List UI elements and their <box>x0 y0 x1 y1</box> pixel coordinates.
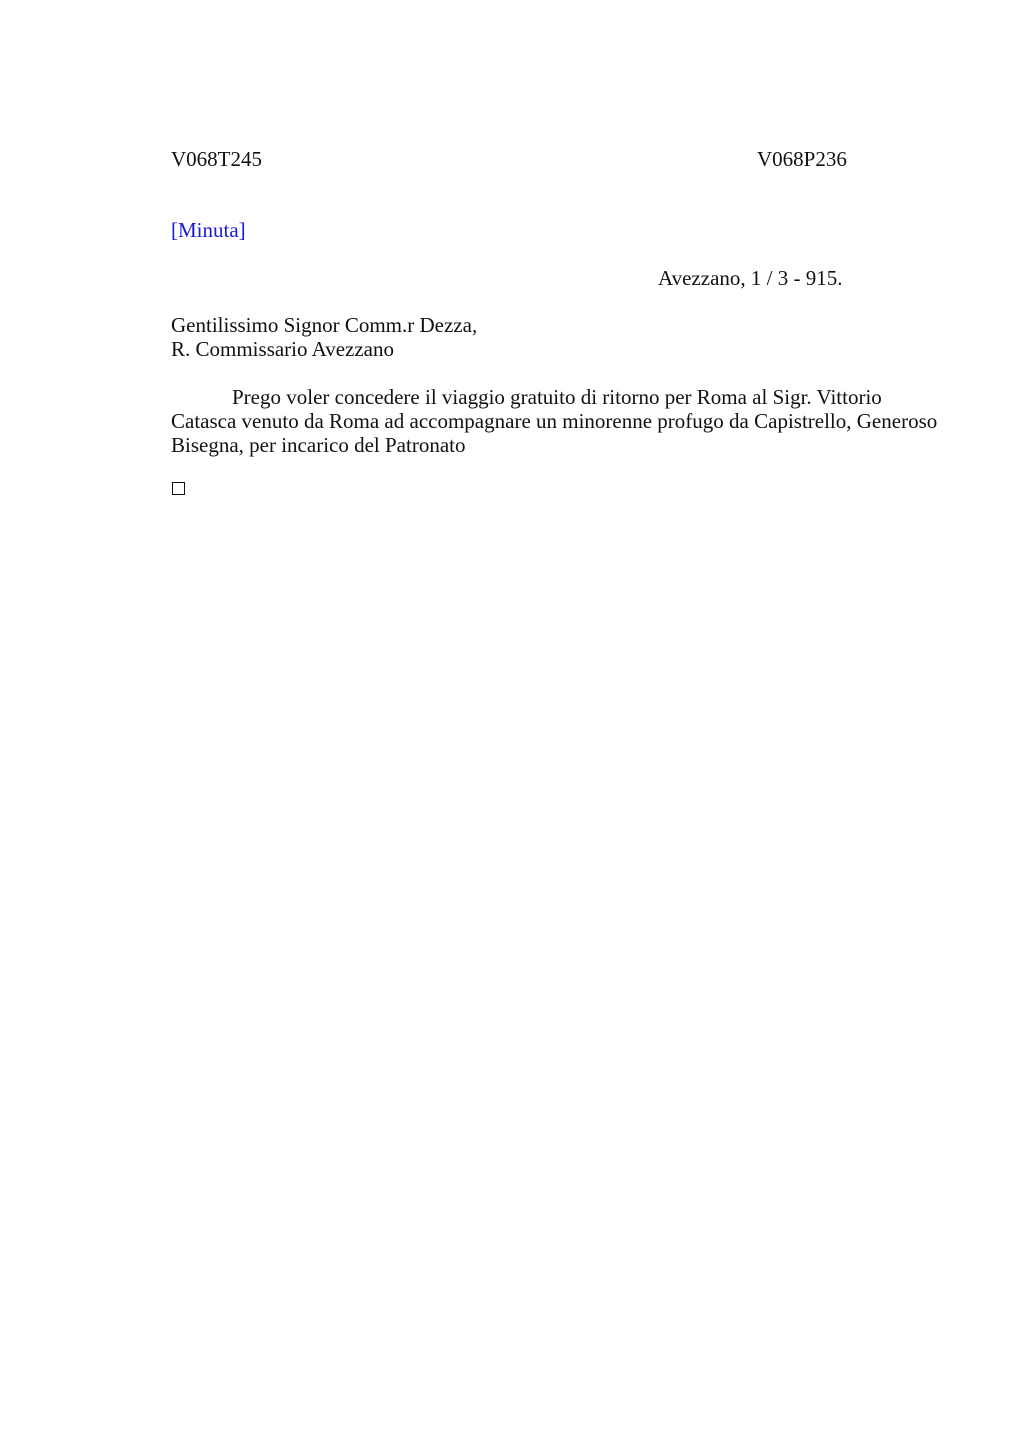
addressee-line-2: R. Commissario Avezzano <box>171 337 394 361</box>
document-code-right: V068P236 <box>757 147 847 171</box>
place-date: Avezzano, 1 / 3 - 915. <box>658 266 843 290</box>
document-code-left: V068T245 <box>171 147 262 171</box>
minuta-label: [Minuta] <box>171 218 246 242</box>
letter-body <box>171 385 941 457</box>
square-outline-icon <box>172 482 185 495</box>
letter-body-text: Prego voler concedere il viaggio gratuito di ritorno per Roma al Sigr. Vittorio Catasca venuto da Roma ad accompagnare un minorenne profugo da Capistrello, Generoso Bisegna, per incarico del Patronato <box>171 385 938 457</box>
addressee-line-1: Gentilissimo Signor Comm.r Dezza, <box>171 313 478 337</box>
